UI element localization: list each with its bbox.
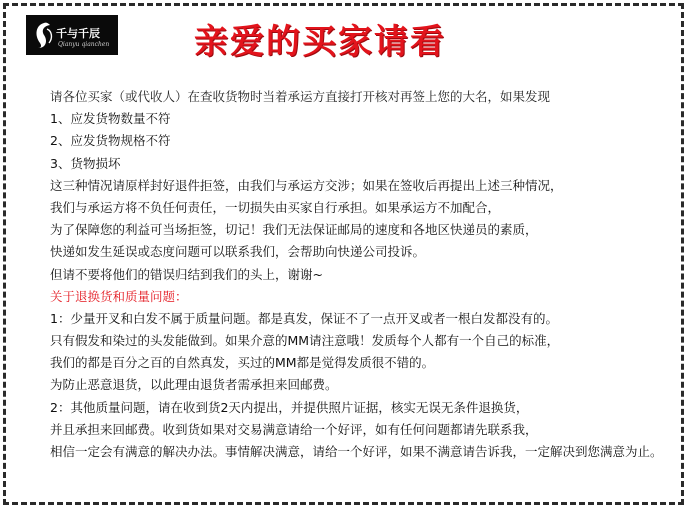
notice-line: 为防止恶意退货，以此理由退货者需承担来回邮费。 [50, 377, 338, 393]
notice-line: 2、应发货物规格不符 [50, 133, 171, 149]
notice-line: 1：少量开叉和白发不属于质量问题。都是真发，保证不了一点开叉或者一根白发都没有的。 [50, 310, 558, 326]
notice-line: 但请不要将他们的错误归结到我们的头上，谢谢~ [50, 266, 323, 282]
notice-line: 1、应发货物数量不符 [50, 111, 171, 127]
notice-line: 快递如发生延误或态度问题可以联系我们，会帮助向快递公司投诉。 [50, 244, 426, 260]
notice-line: 并且承担来回邮费。收到货如果对交易满意请给一个好评，如有任何问题都请先联系我， [50, 421, 538, 437]
notice-line: 只有假发和染过的头发能做到。如果介意的MM请注意哦！发质每个人都有一个自己的标准， [50, 333, 560, 349]
logo-brand-text: 千与千辰 [56, 27, 100, 40]
section-heading-returns: 关于退换货和质量问题： [50, 288, 188, 304]
notice-line: 2：其他质量问题，请在收到货2天内提出，并提供照片证据，核实无误无条件退换货， [50, 399, 529, 415]
brand-logo [26, 15, 118, 55]
page-title: 亲爱的买家请看 [194, 22, 446, 62]
notice-line: 我们与承运方将不负任何责任，一切损失由买家自行承担。如果承运方不加配合， [50, 199, 501, 215]
notice-line: 为了保障您的利益可当场拒签，切记！我们无法保证邮局的速度和各地区快递员的素质， [50, 222, 538, 238]
notice-line: 相信一定会有满意的解决办法。事情解决满意，请给一个好评，如果不满意请告诉我，一定解决到您满意为止。 [50, 444, 663, 459]
logo-tagline: Qianyu qianchen [58, 41, 110, 48]
notice-line: 这三种情况请原样封好退件拒签，由我们与承运方交涉；如果在签收后再提出上述三种情况， [50, 177, 563, 193]
notice-line: 我们的都是百分之百的自然真发，买过的MM都是觉得发质很不错的。 [50, 355, 435, 371]
hair-swirl-icon [32, 21, 56, 49]
notice-body [50, 86, 678, 463]
notice-line: 3、货物损坏 [50, 155, 121, 171]
notice-line: 请各位买家（或代收人）在查收货物时当着承运方直接打开核对再签上您的大名，如果发现 [50, 89, 551, 104]
